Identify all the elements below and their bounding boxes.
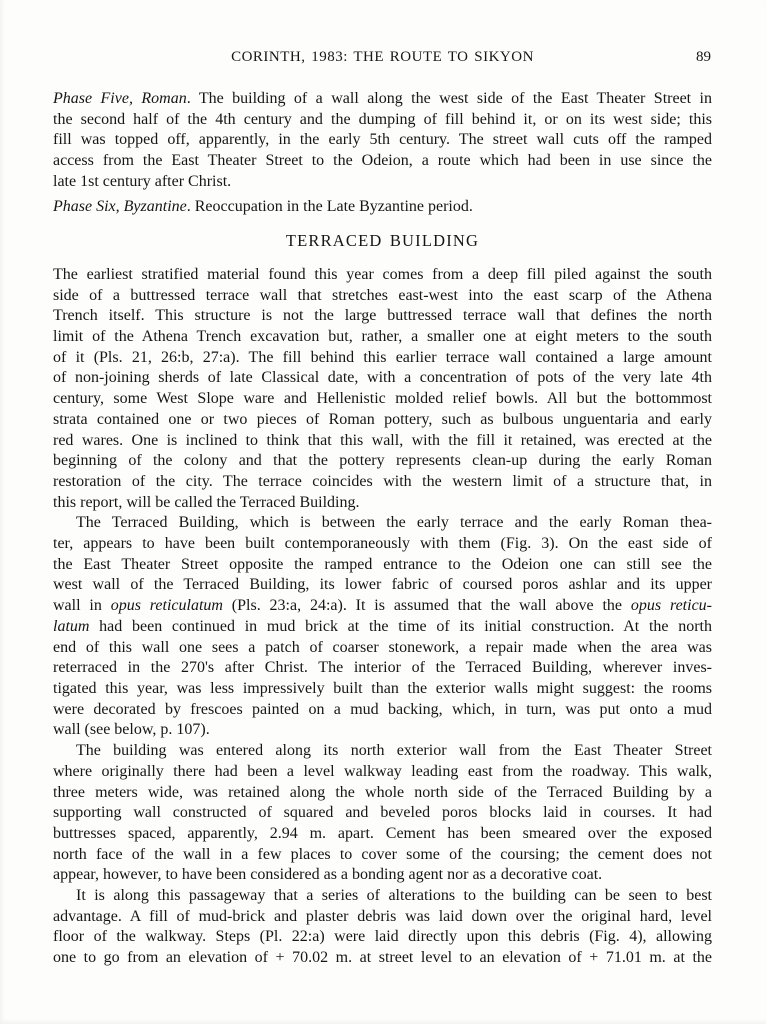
text-line: advantage. A fill of mud-brick and plaster debris was laid down over the original hard, level bbox=[53, 907, 712, 925]
text-line: of non-joining sherds of late Classical date, with a concentration of pots of the very late 4th bbox=[53, 369, 712, 387]
section-heading: TERRACED BUILDING bbox=[285, 231, 480, 251]
text-line: tigated this year, was less impressively built than the exterior walls might suggest: the rooms bbox=[53, 679, 712, 697]
text-line: wall in opus reticulatum (Pls. 23:a, 24:a). It is assumed that the wall above the opus reticu- bbox=[53, 597, 713, 615]
phase-five-paragraph bbox=[53, 89, 712, 193]
text-line: strata contained one or two pieces of Roman pottery, such as bulbous unguentaria and early bbox=[53, 410, 712, 428]
text-line: red wares. One is inclined to think that this wall, with the fill it retained, was erected at the bbox=[53, 431, 712, 449]
text-line: access from the East Theater Street to the Odeion, a route which had been in use since the bbox=[53, 152, 712, 170]
text-line: It is along this passageway that a series of alterations to the building can be seen to best bbox=[76, 887, 712, 905]
text-line: three meters wide, was retained along the whole north side of the Terraced Building by a bbox=[53, 783, 712, 801]
text-line: limit of the Athena Trench excavation but, rather, a smaller one at eight meters to the south bbox=[53, 328, 712, 346]
text-line: The Terraced Building, which is between the early terrace and the early Roman thea- bbox=[76, 514, 712, 532]
text-line: fill was topped off, apparently, in the early 5th century. The street wall cuts off the ramped bbox=[53, 131, 712, 149]
text-line: floor of the walkway. Steps (Pl. 22:a) were laid directly upon this debris (Fig. 4), allowing bbox=[53, 928, 712, 946]
text-line: The building was entered along its north exterior wall from the East Theater Street bbox=[76, 742, 712, 760]
text-line: late 1st century after Christ. bbox=[53, 172, 232, 190]
text-line: appear, however, to have been considered as a bonding agent nor as a decorative coat. bbox=[53, 866, 603, 884]
text-line: reterraced in the 270's after Christ. The interior of the Terraced Building, wherever inves- bbox=[53, 659, 712, 677]
text-line: century, some West Slope ware and Hellenistic molded relief bowls. All but the bottommost bbox=[53, 390, 712, 408]
passageway-paragraph bbox=[53, 886, 712, 969]
text-line: The earliest stratified material found this year comes from a deep fill piled against the south bbox=[53, 265, 712, 283]
text-line: north face of the wall in a few places to cover some of the coursing; the cement does not bbox=[53, 845, 712, 863]
phase-six-paragraph bbox=[53, 197, 712, 218]
text-line: one to go from an elevation of + 70.02 m. at street level to an elevation of + 71.01 m. at the bbox=[53, 949, 712, 967]
terraced-building-paragraph bbox=[53, 513, 712, 741]
text-line: this report, will be called the Terraced Building. bbox=[53, 493, 360, 511]
text-line: of it (Pls. 21, 26:b, 27:a). The fill behind this earlier terrace wall contained a large amount bbox=[53, 348, 712, 366]
text-line: the East Theater Street opposite the ramped entrance to the Odeion one can still see the bbox=[53, 555, 712, 573]
text-line: Phase Five, Roman. The building of a wall along the west side of the East Theater Street in bbox=[53, 90, 713, 107]
text-line: Phase Six, Byzantine. Reoccupation in the Late Byzantine period. bbox=[53, 197, 473, 215]
running-head bbox=[53, 49, 712, 69]
text-line: ter, appears to have been built contemporaneously with them (Fig. 3). On the east side of bbox=[53, 535, 712, 553]
text-line: latum had been continued in mud brick at the time of its initial construction. At the north bbox=[53, 617, 712, 635]
text-line: Trench itself. This structure is not the large buttressed terrace wall that defines the north bbox=[53, 307, 712, 325]
terrace-fill-paragraph bbox=[53, 265, 712, 513]
body-text bbox=[53, 89, 712, 969]
north-wall-paragraph bbox=[53, 741, 712, 886]
text-line: wall (see below, p. 107). bbox=[53, 721, 210, 739]
text-line: end of this wall one sees a patch of coarser stonework, a repair made when the area was bbox=[53, 638, 712, 656]
text-line: beginning of the colony and that the pottery represents clean-up during the early Roman bbox=[53, 452, 712, 470]
running-head-title: CORINTH, 1983: THE ROUTE TO SIKYON bbox=[231, 49, 534, 65]
page-number: 89 bbox=[696, 49, 711, 65]
text-line: buttresses spaced, apparently, 2.94 m. apart. Cement has been smeared over the exposed bbox=[53, 824, 712, 842]
text-line: restoration of the city. The terrace coincides with the western limit of a structure that, in bbox=[53, 472, 712, 490]
text-line: west wall of the Terraced Building, its lower fabric of coursed poros ashlar and its upper bbox=[53, 576, 712, 594]
text-line: side of a buttressed terrace wall that stretches east-west into the east scarp of the Athena bbox=[53, 286, 712, 304]
text-line: where originally there had been a level walkway leading east from the roadway. This walk, bbox=[53, 762, 712, 780]
text-line: supporting wall constructed of squared and beveled poros blocks laid in courses. It had bbox=[53, 804, 712, 822]
text-line: were decorated by frescoes painted on a mud backing, which, in turn, was put onto a mud bbox=[53, 700, 712, 718]
text-line: the second half of the 4th century and the dumping of fill behind it, or on its west side; this bbox=[53, 110, 712, 128]
